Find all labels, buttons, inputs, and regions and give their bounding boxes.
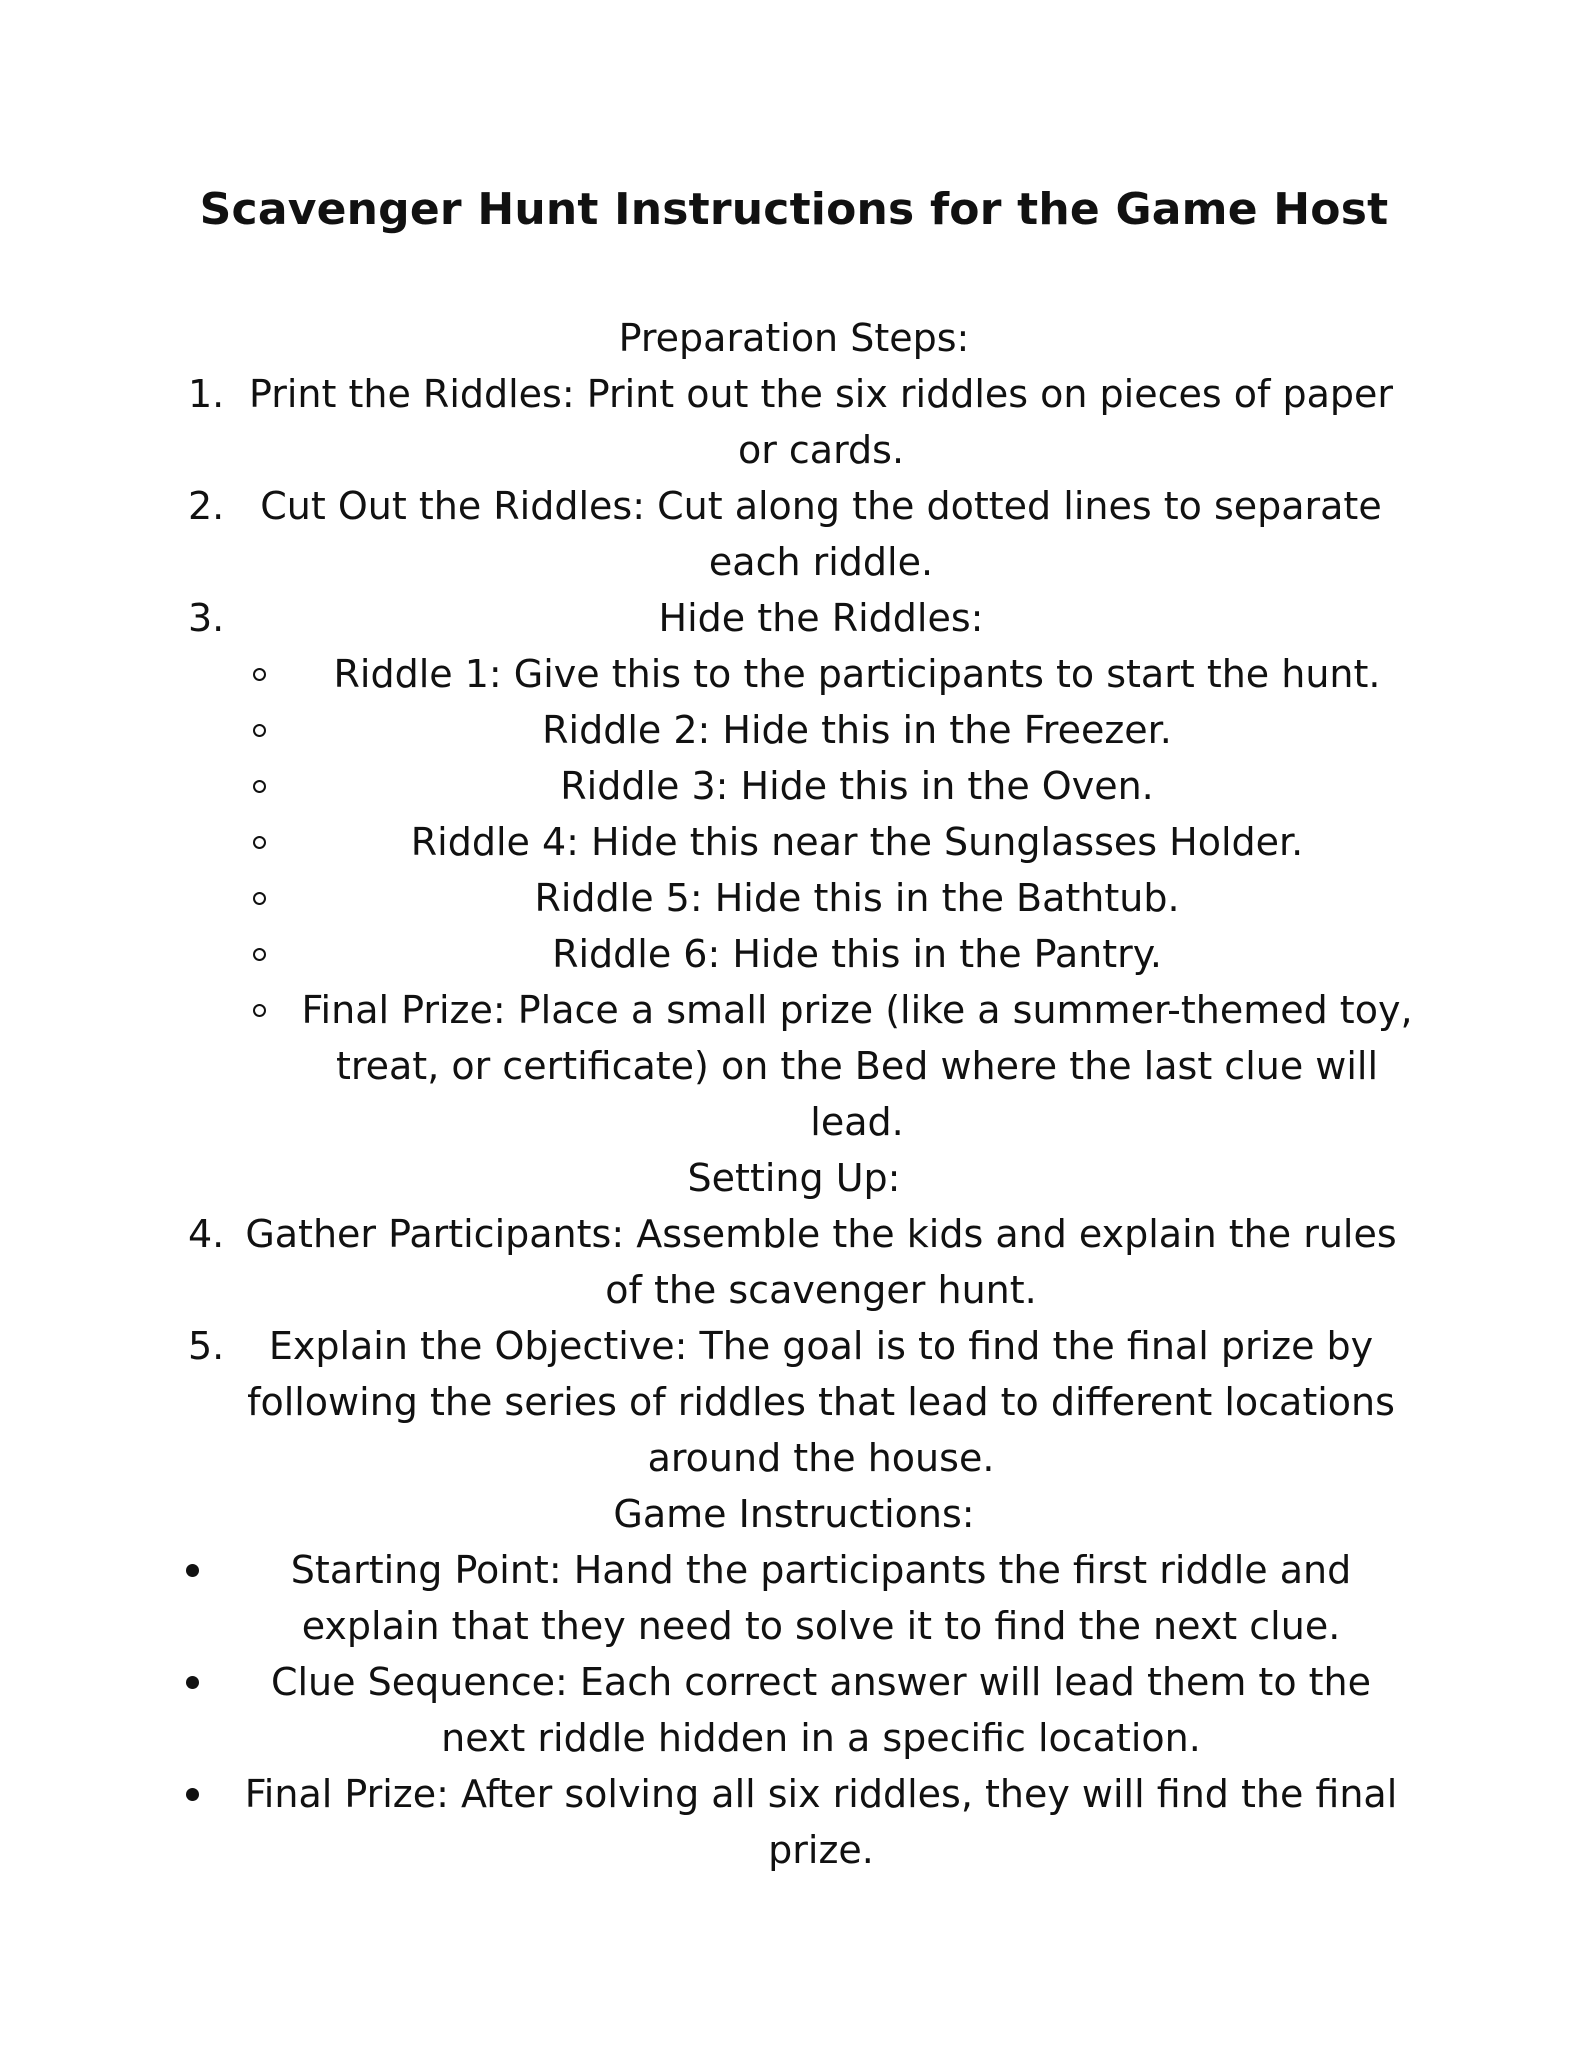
circle-bullet-icon <box>253 948 266 961</box>
step-number: 5. <box>188 1324 225 1368</box>
disc-bullet-icon <box>186 1788 199 1801</box>
step-number: 4. <box>188 1212 225 1256</box>
step-number: 2. <box>188 484 225 528</box>
hide-item-riddle-1: Riddle 1: Give this to the participants to start the hunt. <box>333 652 1381 696</box>
hide-item-final-prize: Final Prize: Place a small prize (like a summer-themed toy, treat, or certificate) on the Bed where the last clue will lead. <box>301 988 1413 1144</box>
step-number: 1. <box>188 372 225 416</box>
hide-item-riddle-5: Riddle 5: Hide this in the Bathtub. <box>534 876 1180 920</box>
section-heading-game: Game Instructions: <box>613 1492 975 1536</box>
disc-bullet-icon <box>186 1564 199 1577</box>
step-number: 3. <box>188 596 225 640</box>
section-heading-setup: Setting Up: <box>687 1156 901 1200</box>
circle-bullet-icon <box>253 1004 266 1017</box>
circle-bullet-icon <box>253 836 266 849</box>
step-text-gather-participants: Gather Participants: Assemble the kids and explain the rules of the scavenger hunt. <box>245 1212 1397 1312</box>
game-bullet-final-prize: Final Prize: After solving all six riddles, they will find the final prize. <box>244 1772 1398 1872</box>
step-text-explain-objective: Explain the Objective: The goal is to find the final prize by following the series of riddles that lead to different locations around the house. <box>247 1324 1395 1480</box>
game-bullet-starting-point: Starting Point: Hand the participants the first riddle and explain that they need to solve it to find the next clue. <box>290 1548 1352 1648</box>
hide-item-riddle-3: Riddle 3: Hide this in the Oven. <box>560 764 1154 808</box>
circle-bullet-icon <box>253 668 266 681</box>
hide-item-riddle-2: Riddle 2: Hide this in the Freezer. <box>542 708 1172 752</box>
hide-item-riddle-4: Riddle 4: Hide this near the Sunglasses Holder. <box>410 820 1304 864</box>
step-text-cut-riddles: Cut Out the Riddles: Cut along the dotted lines to separate each riddle. <box>260 484 1382 584</box>
game-bullet-clue-sequence: Clue Sequence: Each correct answer will lead them to the next riddle hidden in a specific location. <box>270 1660 1372 1760</box>
hide-item-riddle-6: Riddle 6: Hide this in the Pantry. <box>552 932 1162 976</box>
circle-bullet-icon <box>253 892 266 905</box>
page-title: Scavenger Hunt Instructions for the Game Host <box>199 184 1389 235</box>
disc-bullet-icon <box>186 1676 199 1689</box>
circle-bullet-icon <box>253 780 266 793</box>
section-heading-preparation: Preparation Steps: <box>618 316 970 360</box>
step-text-hide-riddles: Hide the Riddles: <box>658 596 984 640</box>
step-text-print-riddles: Print the Riddles: Print out the six riddles on pieces of paper or cards. <box>248 372 1393 472</box>
circle-bullet-icon <box>253 724 266 737</box>
